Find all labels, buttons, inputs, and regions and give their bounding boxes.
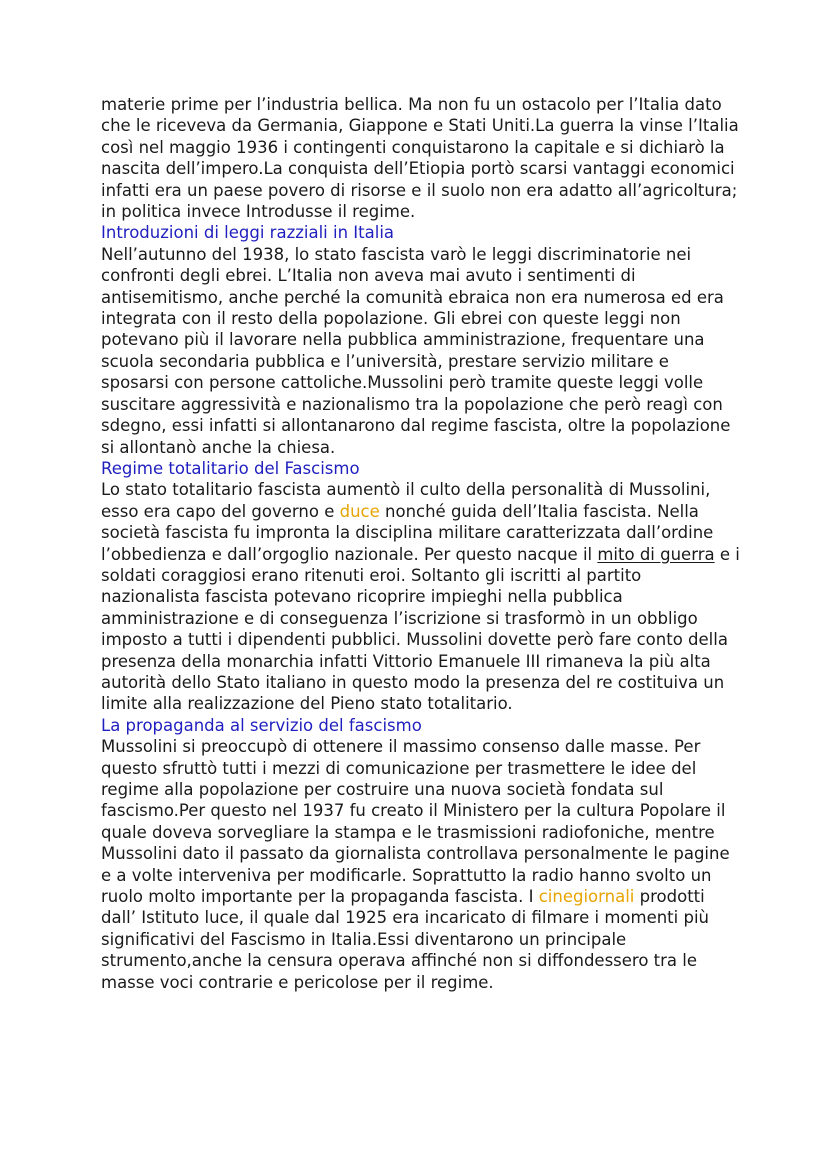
- propaganda-text-a: Mussolini si preoccupò di ottenere il massimo consenso dalle masse. Per questo sfruttò tutti i mezzi di comunicazione per trasmettere le idee del regime alla popolazione per costruire una nuova società fondata sul fascismo.Per questo nel 1937 fu creato il Ministero per la cultura Popolare il quale doveva sorvegliare la stampa e le trasmissioni radiofoniche, mentre Mussolini dato il passato da giornalista controllava personalmente le pagine e a volte interveniva per modificarle. Soprattutto la radio hanno svolto un ruolo molto importante per la propaganda fascista. I: [101, 737, 730, 907]
- document-page: [101, 94, 741, 993]
- propaganda-text-b: prodotti dall’ Istituto luce, il quale dal 1925 era incaricato di filmare i momenti più significativi del Fascismo in Italia.Essi diventarono un principale strumento,anche la censura operava affinché non si diffondessero tra le masse voci contrarie e pericolose per il regime.: [101, 887, 709, 992]
- regime-text-c: e i soldati coraggiosi erano ritenuti eroi. Soltanto gli iscritti al partito nazionalista fascista potevano ricoprire impieghi nella pubblica amministrazione e di conseguenza l’iscrizione si trasformò in un obbligo imposto a tutti i dipendenti pubblici. Mussolini dovette però fare conto della presenza della monarchia infatti Vittorio Emanuele III rimaneva la più alta autorità dello Stato italiano in questo modo la presenza del re costituiva un limite alla realizzazione del Pieno stato totalitario.: [101, 544, 740, 714]
- regime-totalitario-paragraph: [101, 479, 741, 714]
- regime-text-a: Lo stato totalitario fascista aumentò il culto della personalità di Mussolini, esso era capo del governo e: [101, 480, 711, 521]
- underline-mito-di-guerra: mito di guerra: [597, 544, 715, 564]
- highlight-duce: duce: [339, 501, 380, 521]
- regime-text-b: nonché guida dell’Italia fascista. Nella società fascista fu impronta la disciplina militare caratterizzata dall’ordine l’obbedienza e dall’orgoglio nazionale. Per questo nacque il: [101, 501, 714, 564]
- highlight-cinegiornali: cinegiornali: [538, 887, 635, 907]
- intro-paragraph: materie prime per l’industria bellica. Ma non fu un ostacolo per l’Italia dato che le riceveva da Germania, Giappone e Stati Uniti.La guerra la vinse l’Italia così nel maggio 1936 i contingenti conquistarono la capitale e si dichiarò la nascita dell’impero.La conquista dell’Etiopia portò scarsi vantaggi economici infatti era un paese povero di risorse e il suolo non era adatto all’agricoltura; in politica invece Introdusse il regime.: [101, 95, 739, 222]
- heading-propaganda: La propaganda al servizio del fascismo: [101, 715, 422, 735]
- leggi-razziali-paragraph: Nell’autunno del 1938, lo stato fascista varò le leggi discriminatorie nei confronti degli ebrei. L’Italia non aveva mai avuto i sentimenti di antisemitismo, anche perché la comunità ebraica non era numerosa ed era integrata con il resto della popolazione. Gli ebrei con queste leggi non potevano più il lavorare nella pubblica amministrazione, frequentare una scuola secondaria pubblica e l’università, prestare servizio militare e sposarsi con persone cattoliche.Mussolini però tramite queste leggi volle suscitare aggressività e nazionalismo tra la popolazione che però reagì con sdegno, essi infatti si allontanarono dal regime fascista, oltre la popolazione si allontanò anche la chiesa.: [101, 244, 731, 457]
- propaganda-paragraph: [101, 736, 741, 993]
- heading-regime-totalitario: Regime totalitario del Fascismo: [101, 458, 360, 478]
- heading-leggi-razziali: Introduzioni di leggi razziali in Italia: [101, 223, 395, 243]
